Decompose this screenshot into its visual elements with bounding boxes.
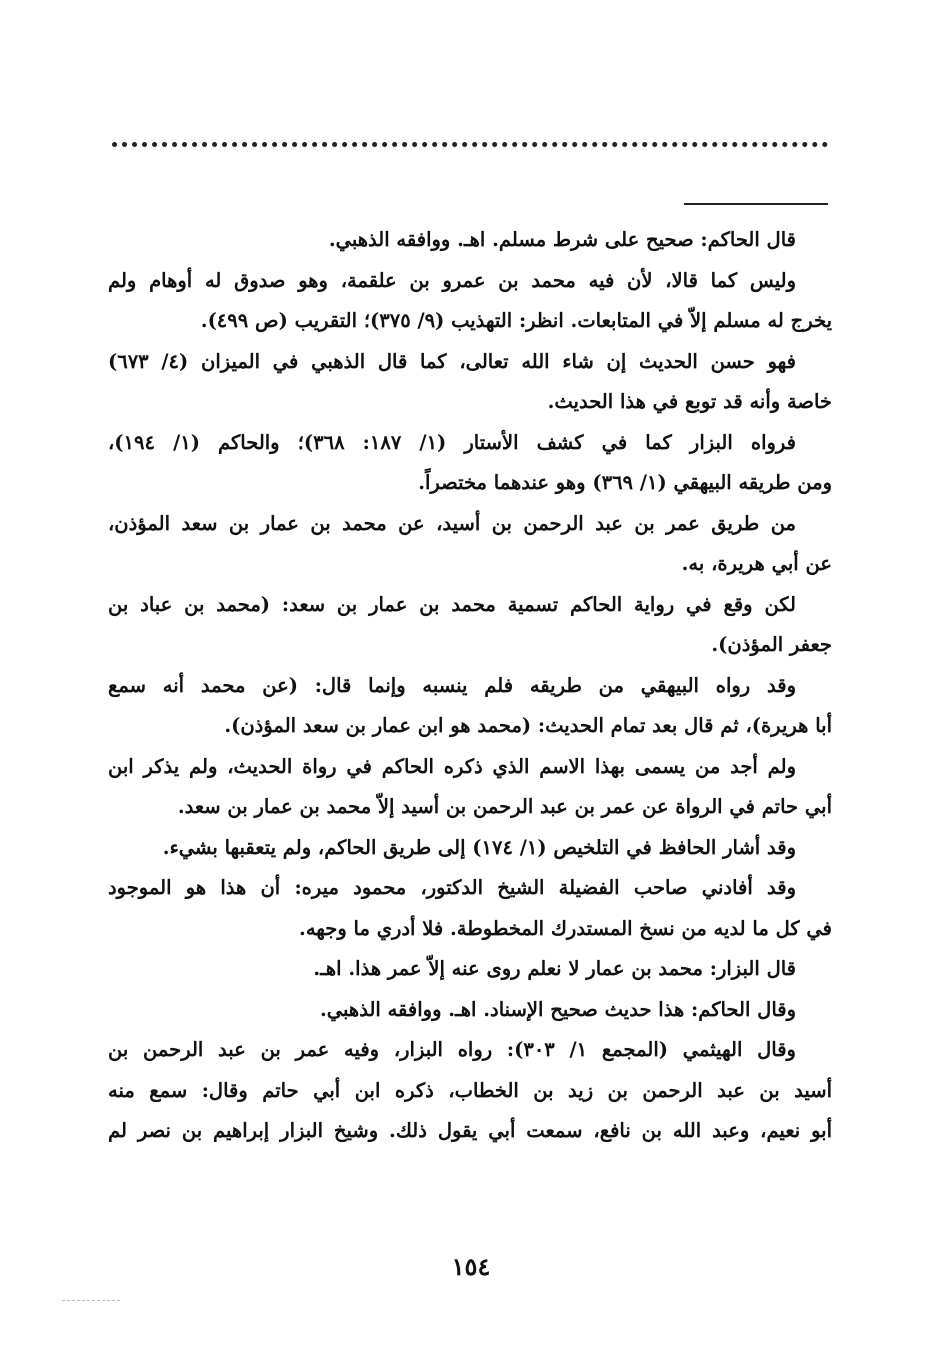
text-line: من طريق عمر بن عبد الرحمن بن أسيد، عن محمد بن عمار بن سعد المؤذن،: [108, 511, 796, 535]
text-line: فهو حسن الحديث إن شاء الله تعالى، كما قال الذهبي في الميزان (٤/ ٦٧٣): [108, 349, 796, 373]
text-line: وقد رواه البيهقي من طريقه فلم ينسبه وإنما قال: (عن محمد أنه سمع: [108, 673, 796, 697]
text-line: ومن طريقه البيهقي (١/ ٣٦٩) وهو عندهما مختصراً.: [418, 471, 832, 494]
text-line: وقال الهيثمي (المجمع ١/ ٣٠٣): رواه البزار، وفيه عمر بن عبد الرحمن بن: [108, 1038, 796, 1061]
text-line: جعفر المؤذن).: [711, 633, 832, 656]
text-line: وقال الحاكم: هذا حديث صحيح الإسناد. اهـ. ووافقه الذهبي.: [320, 997, 796, 1021]
text-line: أسيد بن عبد الرحمن بن زيد بن الخطاب، ذكره ابن أبي حاتم وقال: سمع منه: [108, 1078, 832, 1102]
text-line: وليس كما قالا، لأن فيه محمد بن عمرو بن علقمة، وهو صدوق له أوهام ولم: [108, 268, 796, 292]
scan-mark: [62, 1300, 120, 1301]
text-line: قال البزار: محمد بن عمار لا نعلم روى عنه إلاّ عمر هذا. اهـ.: [313, 957, 796, 980]
footnote-separator-rule: [684, 203, 828, 205]
text-line: أبو نعيم، وعبد الله بن نافع، سمعت أبي يقول ذلك. وشيخ البزار إبراهيم بن نصر لم: [108, 1119, 832, 1142]
text-line: ولم أجد من يسمى بهذا الاسم الذي ذكره الحاكم في رواة الحديث، ولم يذكر ابن: [108, 754, 796, 778]
text-line: يخرج له مسلم إلاّ في المتابعات. انظر: التهذيب (٩/ ٣٧٥)؛ التقريب (ص ٤٩٩).: [200, 309, 832, 332]
text-line: وقد أفادني صاحب الفضيلة الشيخ الدكتور، محمود ميره: أن هذا هو الموجود: [108, 876, 796, 899]
text-line: وقد أشار الحافظ في التلخيص (١/ ١٧٤) إلى طريق الحاكم، ولم يتعقبها بشيء.: [162, 835, 796, 859]
text-line: فرواه البزار كما في كشف الأستار (١/ ١٨٧: ٣٦٨)؛ والحاكم (١/ ١٩٤)،: [108, 430, 796, 454]
header-dotted-rule: [112, 142, 828, 157]
footnote-text-block: [108, 220, 832, 1152]
text-line: أبا هريرة)، ثم قال بعد تمام الحديث: (محمد هو ابن عمار بن سعد المؤذن).: [224, 714, 832, 737]
text-line: عن أبي هريرة، به.: [681, 552, 832, 575]
text-line: لكن وقع في رواية الحاكم تسمية محمد بن عمار بن سعد: (محمد بن عباد بن: [108, 592, 796, 616]
text-line: قال الحاكم: صحيح على شرط مسلم. اهـ. ووافقه الذهبي.: [328, 228, 796, 251]
text-line: خاصة وأنه قد توبع في هذا الحديث.: [547, 390, 832, 413]
page-number: ١٥٤: [451, 1252, 491, 1281]
text-line: أبي حاتم في الرواة عن عمر بن عبد الرحمن بن أسيد إلاّ محمد بن عمار بن سعد.: [177, 795, 832, 818]
text-line: في كل ما لديه من نسخ المستدرك المخطوطة. فلا أدري ما وجهه.: [299, 916, 832, 940]
